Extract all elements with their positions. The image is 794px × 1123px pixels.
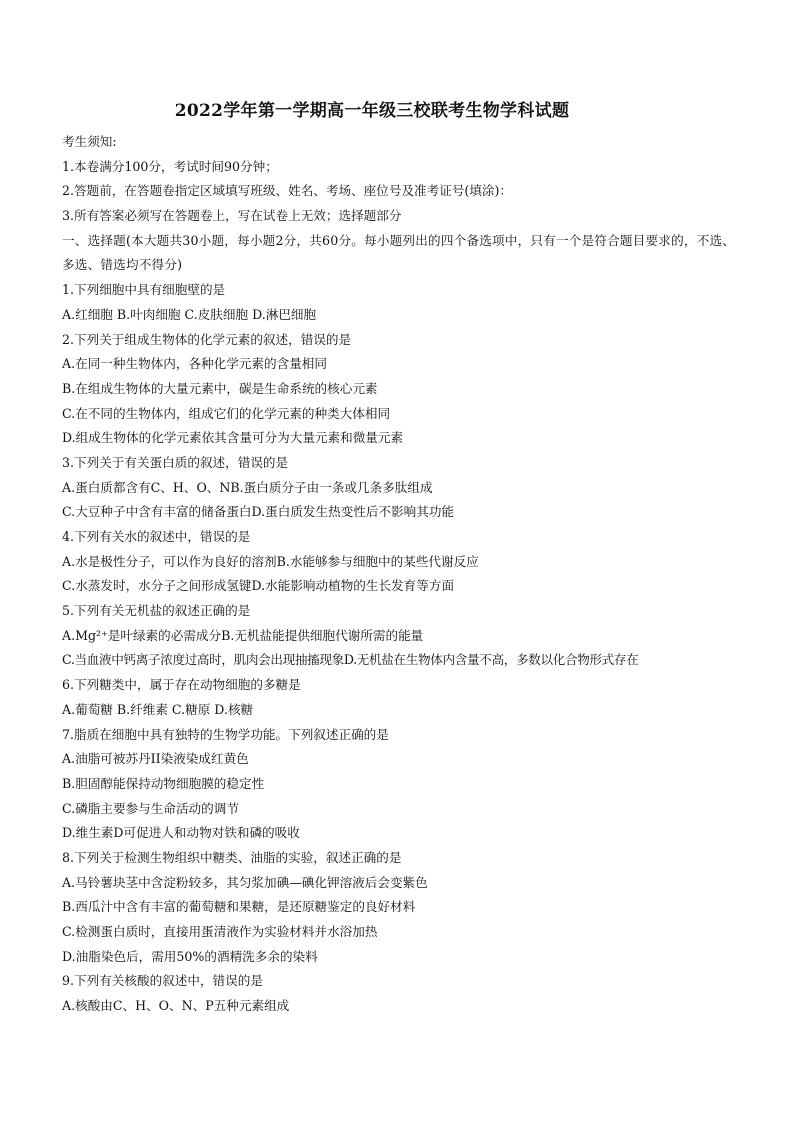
question-option: A.水是极性分子，可以作为良好的溶剂B.水能够参与细胞中的某些代谢反应	[62, 553, 479, 569]
question-option: A.红细胞 B.叶肉细胞 C.皮肤细胞 D.淋巴细胞	[62, 306, 317, 322]
question-option: C.在不同的生物体内，组成它们的化学元素的种类大体相同	[62, 405, 391, 421]
notice-item: 3.所有答案必须写在答题卷上，写在试卷上无效；选择题部分	[62, 208, 402, 224]
notice-item: 1.本卷满分100分，考试时间90分钟；	[62, 158, 278, 174]
notice-item: 2.答题前，在答题卷指定区域填写班级、姓名、考场、座位号及准考证号(填涂)：	[62, 183, 513, 199]
question-option: A.蛋白质都含有C、H、O、NB.蛋白质分子由一条或几条多肽组成	[62, 479, 433, 495]
notice-heading: 考生须知:	[62, 134, 117, 149]
exam-body	[62, 130, 738, 1019]
question-option: A.Mg²⁺是叶绿素的必需成分B.无机盐能提供细胞代谢所需的能量	[62, 627, 424, 643]
question-stem: 8.下列关于检测生物组织中糖类、油脂的实验，叙述正确的是	[62, 849, 402, 865]
question-option: B.西瓜汁中含有丰富的葡萄糖和果糖，是还原糖鉴定的良好材料	[62, 899, 416, 915]
question-stem: 6.下列糖类中，属于存在动物细胞的多糖是	[62, 677, 301, 693]
question-option: D.组成生物体的化学元素依其含量可分为大量元素和微量元素	[62, 430, 404, 446]
question-option: D.油脂染色后，需用50%的酒精洗多余的染料	[62, 948, 318, 964]
question-stem: 5.下列有关无机盐的叙述正确的是	[62, 603, 251, 619]
question-option: B.在组成生物体的大量元素中，碳是生命系统的核心元素	[62, 380, 378, 396]
question-option: A.在同一种生物体内，各种化学元素的含量相同	[62, 356, 327, 372]
question-option: C.水蒸发时，水分子之间形成氢键D.水能影响动植物的生长发育等方面	[62, 578, 455, 594]
question-stem: 3.下列关于有关蛋白质的叙述，错误的是	[62, 454, 289, 470]
exam-title: 2022学年第一学期高一年级三校联考生物学科试题	[174, 101, 570, 121]
question-option: D.维生素D可促进人和动物对铁和磷的吸收	[62, 825, 300, 841]
question-stem: 9.下列有关核酸的叙述中，错误的是	[62, 973, 263, 989]
question-stem: 4.下列有关水的叙述中，错误的是	[62, 529, 251, 545]
question-stem: 7.脂质在细胞中具有独特的生物学功能。下列叙述正确的是	[62, 726, 389, 742]
question-option: C.检测蛋白质时，直接用蛋清液作为实验材料并水浴加热	[62, 924, 378, 940]
question-stem: 2.下列关于组成生物体的化学元素的叙述，错误的是	[62, 331, 352, 347]
question-option: C.当血液中钙离子浓度过高时，肌肉会出现抽搐现象D.无机盐在生物体内含量不高，多数以化合物形式存在	[62, 652, 639, 668]
question-option: C.大豆种子中含有丰富的储备蛋白D.蛋白质发生热变性后不影响其功能	[62, 504, 455, 520]
question-option: C.磷脂主要参与生命活动的调节	[62, 800, 239, 816]
question-option: A.葡萄糖 B.纤维素 C.糖原 D.核糖	[62, 701, 254, 717]
question-option: A.马铃薯块茎中含淀粉较多，其匀浆加碘—碘化钾溶液后会变紫色	[62, 874, 428, 890]
section-heading: 一、选择题(本大题共30小题，每小题2分，共60分。每小题列出的四个备选项中，只有一个是符合题目要求的，不选、多选、错选均不得分)	[62, 232, 736, 273]
question-option: B.胆固醇能保持动物细胞膜的稳定性	[62, 775, 265, 791]
question-option: A.核酸由C、H、O、N、P五种元素组成	[62, 998, 290, 1014]
question-stem: 1.下列细胞中具有细胞壁的是	[62, 282, 226, 298]
question-option: A.油脂可被苏丹II染液染成红黄色	[62, 751, 249, 767]
